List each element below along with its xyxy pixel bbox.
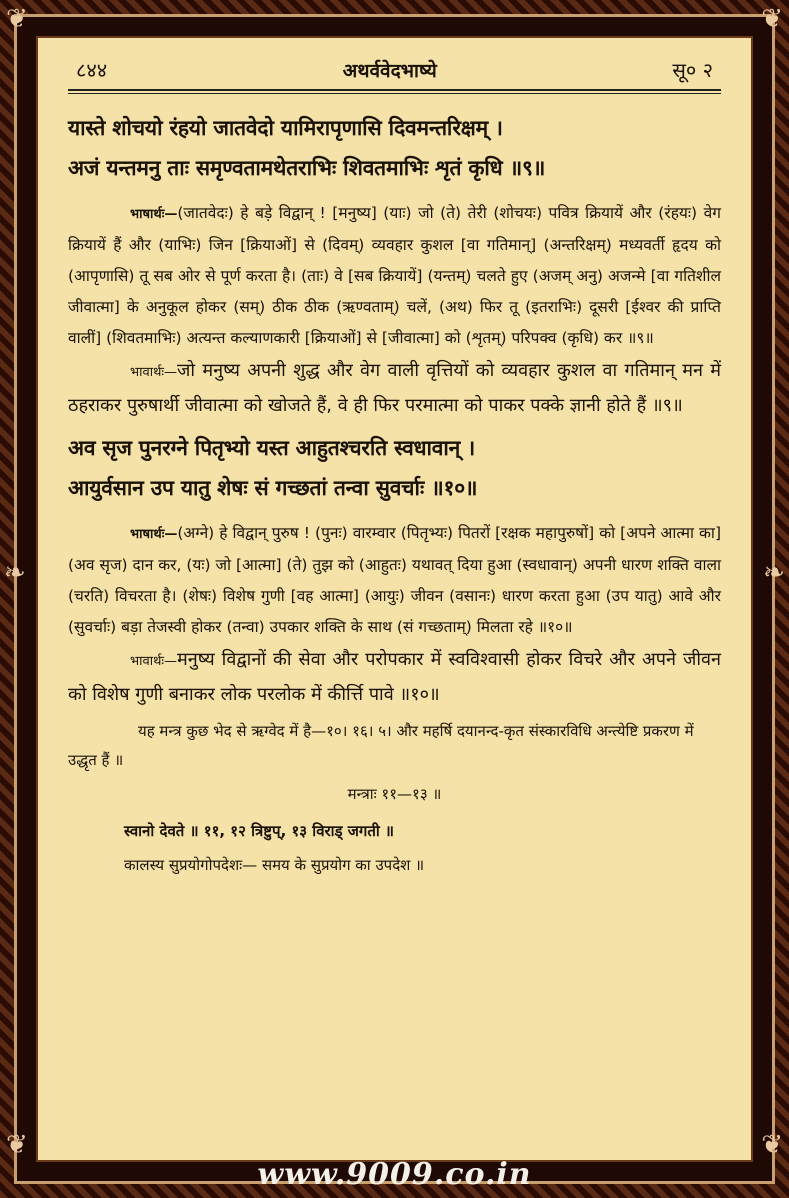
mantra-10-line-2: आयुर्वसान उप यातु शेषः सं गच्छतां तन्वा सुवर्चाः ॥१०॥ bbox=[68, 476, 478, 500]
padartha-label: भाषार्थः— bbox=[130, 207, 178, 222]
book-page bbox=[36, 36, 753, 1162]
padartha-9-text: (जातवेदः) हे बड़े विद्वान् ! [मनुष्य] (याः) जो (ते) तेरी (शोचयः) पवित्र क्रियायें और (रंहयः) वेग क्रियायें हैं और (याभिः) जिन [क्रियाओं] से (दिवम्) व्यवहार कुशल [वा गतिमान्] (अन्तरिक्षम्) मध्यवर्ती हृदय को (आपृणासि) तू सब ओर से पूर्ण करता है। (ताः) वे [सब क्रियायें] (यन्तम्) चलते हुए (अजम् अनु) अजन्मे [वा गतिशील जीवात्मा] के अनुकूल होकर (सम्) ठीक ठीक (ऋण्वताम्) चलें, (अथ) फिर तू (इतराभिः) दूसरी [ईश्वर की प्राप्ति वालीं] (शिवतमाभिः) अत्यन्त कल्याणकारी [क्रियाओं] से [जीवात्मा] को (शृतम्) परिपक्व (कृधि) कर ॥९॥ bbox=[68, 204, 721, 347]
bhavartha-10-text: मनुष्य विद्वानों की सेवा और परोपकार में स्वविश्वासी होकर विचरे और अपने जीवन को विशेष गुणी बनाकर लोक परलोक में कीर्त्ति पावे ॥१०॥ bbox=[68, 649, 721, 705]
bhavartha-9 bbox=[68, 354, 721, 422]
padartha-label: भाषार्थः— bbox=[130, 527, 178, 542]
corner-swirl-icon: ❦ bbox=[761, 1130, 783, 1160]
padartha-10 bbox=[68, 518, 721, 643]
devata-chhanda-line: स्वानो देवते ॥ ११, १२ त्रिष्टुप्, १३ विराड् जगती ॥ bbox=[124, 822, 395, 840]
website-watermark: www.9009.co.in bbox=[257, 1157, 532, 1192]
bhavartha-label: भावार्थः— bbox=[130, 365, 178, 380]
page-number: ८४४ bbox=[76, 58, 108, 82]
bhavartha-10 bbox=[68, 643, 721, 711]
padartha-9 bbox=[68, 198, 721, 354]
corner-swirl-icon: ❦ bbox=[6, 4, 28, 34]
corner-swirl-icon: ❦ bbox=[761, 4, 783, 34]
bhavartha-label: भावार्थः— bbox=[130, 654, 178, 669]
bhavartha-9-text: जो मनुष्य अपनी शुद्ध और वेग वाली वृत्तियों को व्यवहार कुशल वा गतिमान् मन में ठहराकर पुरुषार्थी जीवात्मा को खोजते हैं, वे ही फिर परमात्मा को पाकर पक्के ज्ञानी होते हैं ॥९॥ bbox=[68, 360, 721, 416]
next-mantras-heading: मन्त्राः ११—१३ ॥ bbox=[347, 785, 442, 803]
mantra-9-line-2: अजं यन्तमनु ताः समृण्वतामथेतराभिः शिवतमाभिः शृतं कृधि ॥९॥ bbox=[68, 156, 546, 180]
mantra-10-line-1: अव सृज पुनरग्ने पितृभ्यो यस्त आहुतश्चरति स्वधावान् । bbox=[68, 436, 475, 460]
rigveda-reference-note: यह मन्त्र कुछ भेद से ऋग्वेद में है—१०। १६। ५। और महर्षि दयानन्द-कृत संस्कारविधि अन्त्येष्टि प्रकरण में उद्धृत हैं ॥ bbox=[68, 722, 694, 769]
book-title: अथर्ववेदभाष्ये bbox=[342, 60, 437, 82]
padartha-10-text: (अग्ने) हे विद्वान् पुरुष ! (पुनः) वारम्वार (पितृभ्यः) पितरों [रक्षक महापुरुषों] को [अपने आत्मा का] (अव सृज) दान कर, (यः) जो [आत्मा] (ते) तुझ को (आहुतः) यथावत् दिया हुआ (स्वधावान्) अपनी धारण शक्ति वाला (चरति) विचरता है। (शेषः) विशेष गुणी [वह आत्मा] (आयुः) जीवन (वसानः) धारण करता हुआ (उप यातु) आवे और (सुवर्चाः) बड़ा तेजस्वी होकर (तन्वा) उपकार शक्ति के साथ (सं गच्छताम्) मिलता रहे ॥१०॥ bbox=[68, 524, 721, 636]
page-header bbox=[68, 52, 721, 91]
subject-line: कालस्य सुप्रयोगोपदेशः— समय के सुप्रयोग का उपदेश ॥ bbox=[124, 856, 425, 874]
side-swirl-icon: ❧ bbox=[763, 558, 785, 588]
sukta-label: सू० २ bbox=[672, 58, 713, 82]
corner-swirl-icon: ❦ bbox=[6, 1130, 28, 1160]
side-swirl-icon: ❧ bbox=[4, 558, 26, 588]
header-rule bbox=[68, 93, 721, 94]
mantra-9-line-1: यास्ते शोचयो रंहयो जातवेदो यामिरापृणासि दिवमन्तरिक्षम् । bbox=[68, 116, 503, 140]
